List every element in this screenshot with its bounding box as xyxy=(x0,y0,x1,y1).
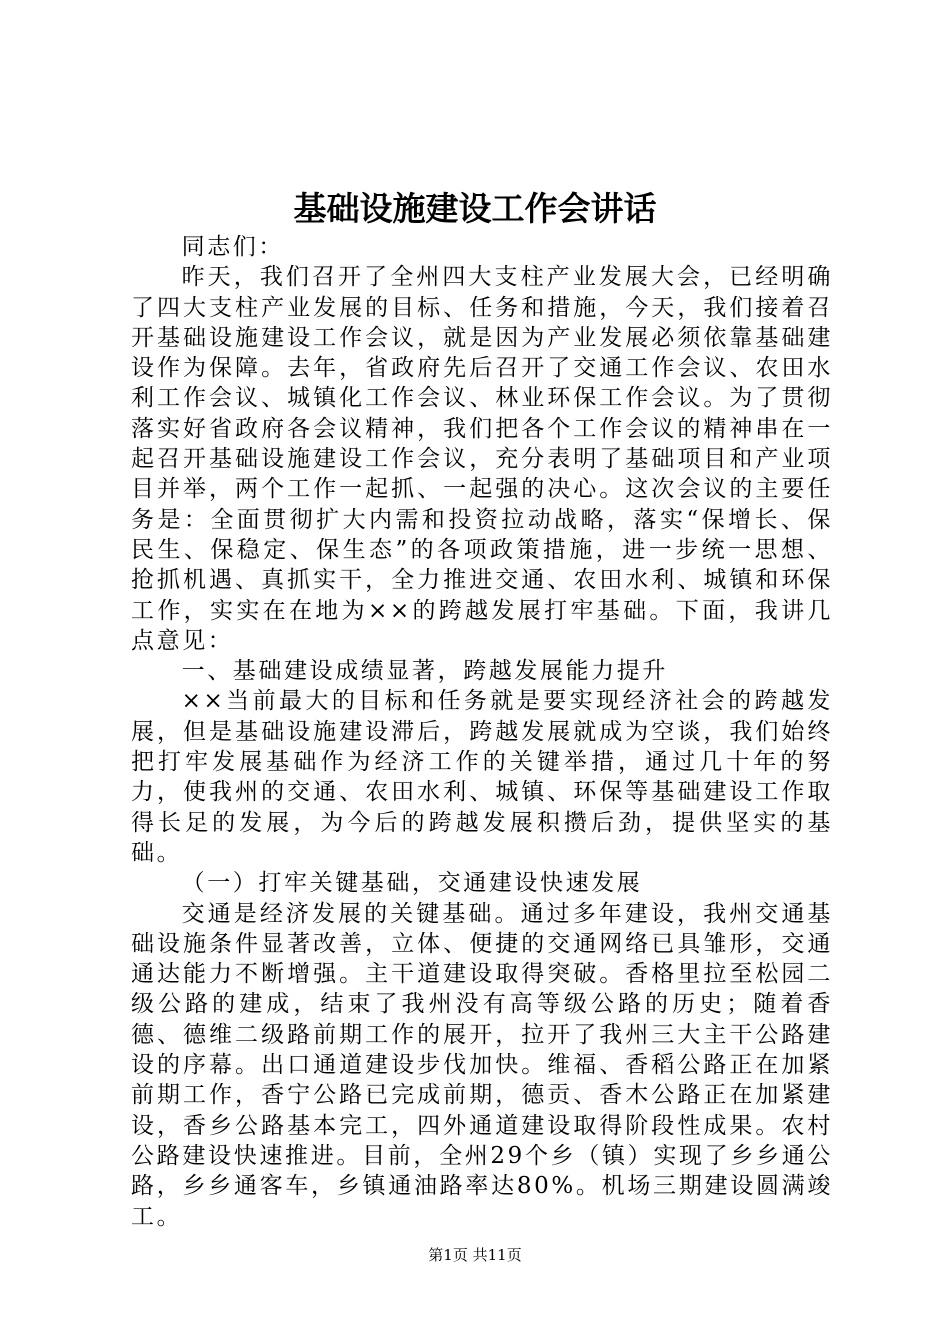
paragraph-transport: 交通是经济发展的关键基础。通过多年建设，我州交通基础设施条件显著改善，立体、便捷的交通网络已具雏形，交通通达能力不断增强。主干道建设取得突破。香格里拉至松园二级公路的建成，结束了我州没有高等级公路的历史；随着香德、德维二级路前期工作的展开，拉开了我州三大主干公路建设的序幕。出口通道建设步伐加快。维福、香稻公路正在加紧前期工作，香宁公路已完成前期，德贡、香木公路正在加紧建设，香乡公路基本完工，四外通道建设取得阶段性成果。农村公路建设快速推进。目前，全州29个乡（镇）实现了乡乡通公路，乡乡通客车，乡镇通油路率达80%。机场三期建设圆满竣工。 xyxy=(131,900,833,1230)
document-body xyxy=(131,232,833,1232)
subsection-heading-1: （一）打牢关键基础，交通建设快速发展 xyxy=(181,870,643,897)
page-footer: 第1页 共11页 xyxy=(428,1246,522,1264)
paragraph-intro: 昨天，我们召开了全州四大支柱产业发展大会，已经明确了四大支柱产业发展的目标、任务和措施，今天，我们接着召开基础设施建设工作会议，就是因为产业发展必须依靠基础建设作为保障。去年，省政府先后召开了交通工作会议、农田水利工作会议、城镇化工作会议、林业环保工作会议。为了贯彻落实好省政府各会议精神，我们把各个工作会议的精神串在一起召开基础设施建设工作会议，充分表明了基础项目和产业项目并举，两个工作一起抓、一起强的决心。这次会议的主要任务是：全面贯彻扩大内需和投资拉动战略，落实“保增长、保民生、保稳定、保生态”的各项政策措施，进一步统一思想、抢抓机遇、真抓实干，全力推进交通、农田水利、城镇和环保工作，实实在在地为××的跨越发展打牢基础。下面，我讲几点意见： xyxy=(131,264,833,654)
greeting: 同志们： xyxy=(181,234,284,260)
document-title: 基础设施建设工作会讲话 xyxy=(293,189,657,228)
paragraph-section-1: ××当前最大的目标和任务就是要实现经济社会的跨越发展，但是基础设施建设滞后，跨越发展就成为空谈，我们始终把打牢发展基础作为经济工作的关键举措，通过几十年的努力，使我州的交通、农田水利、城镇、环保等基础建设工作取得长足的发展，为今后的跨越发展积攒后劲，提供坚实的基础。 xyxy=(131,688,833,866)
section-heading-1: 一、基础建设成绩显著，跨越发展能力提升 xyxy=(181,658,668,685)
